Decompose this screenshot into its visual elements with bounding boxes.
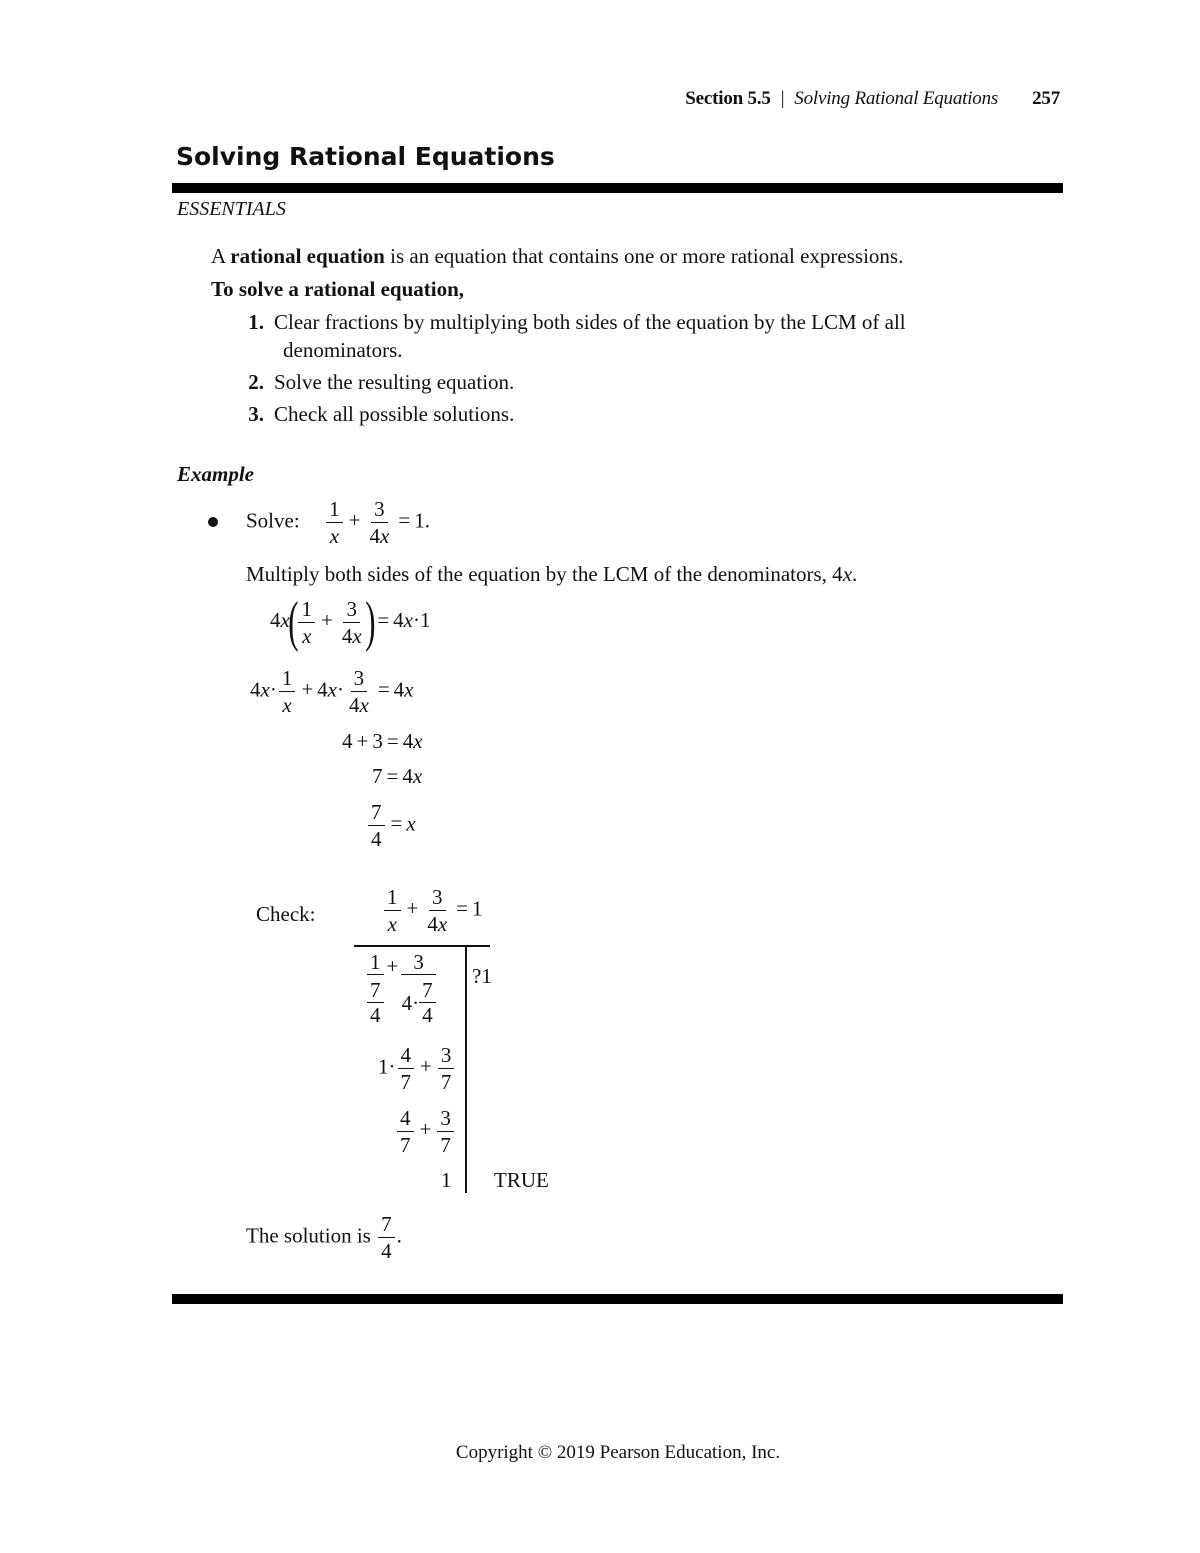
check-vertical-rule [465, 947, 467, 1193]
step-number: 2. [248, 370, 264, 394]
definition-text [211, 244, 903, 269]
math-step: 4x( $\frac{1}{x}$ + $\frac{3}{4x}$ ) = 4x·1 [270, 591, 431, 653]
check-equation: $\frac{1}{x}$ + $\frac{3}{4x}$ = 1 [382, 885, 483, 936]
step-2 [228, 370, 514, 395]
check-step: $\frac{4}{7}$ + $\frac{3}{7}$ [395, 1106, 456, 1157]
check-comparison: ?1 [472, 964, 492, 988]
multiply-end: . [852, 562, 858, 586]
check-result: 1 [441, 1168, 452, 1192]
solution-statement: The solution is $\frac{7}{4}$ . [246, 1212, 402, 1263]
procedure-heading: To solve a rational equation, [211, 277, 465, 301]
page-number: 257 [1032, 88, 1060, 109]
multiply-var: x [842, 562, 853, 586]
running-header [685, 88, 1060, 110]
check-step: 1· $\frac{4}{7}$ + $\frac{3}{7}$ [378, 1043, 456, 1094]
check-label: Check: [256, 902, 316, 926]
step-3 [228, 402, 514, 427]
definition-article: A [211, 244, 226, 268]
step-text: Check all possible solutions. [274, 402, 515, 426]
solve-equation: Solve: $\frac{1}{x}$ + $\frac{3}{4x}$ = 1. [246, 497, 430, 548]
solution-fraction: $\frac{7}{4}$ [378, 1212, 395, 1263]
fraction: $\frac{3}{4x}$ [369, 497, 390, 548]
solve-label: Solve: [246, 508, 300, 533]
check-substitution: 1 7 4 + 3 4· 7 4 [367, 950, 436, 1027]
definition-term: rational equation [230, 244, 385, 268]
section-title: Solving Rational Equations [794, 88, 999, 109]
step-text: Clear fractions by multiplying both sides of the equation by the LCM of all [274, 310, 906, 334]
essentials-label: ESSENTIALS [177, 198, 286, 220]
step-1-continuation: denominators. [283, 338, 403, 362]
definition-rest: is an equation that contains one or more rational expressions. [390, 244, 904, 268]
header-separator: | [780, 88, 785, 109]
solution-text: The solution is [246, 1223, 371, 1248]
top-rule [172, 183, 1063, 193]
math-step: 4 + 3 = 4x [342, 729, 423, 753]
math-step: 7 = 4x [372, 764, 423, 788]
copyright: Copyright © 2019 Pearson Education, Inc. [455, 1442, 781, 1463]
page-title: Solving Rational Equations [176, 142, 555, 171]
bottom-rule [172, 1294, 1063, 1304]
step-text: Solve the resulting equation. [274, 370, 515, 394]
math-step: $\frac{7}{4}$ = x [366, 800, 416, 851]
math-step: 4x· $\frac{1}{x}$ + 4x· $\frac{3}{4x}$ = 4x [250, 666, 414, 717]
multiply-instruction [246, 562, 857, 587]
example-label: Example [177, 462, 254, 486]
step-1 [228, 310, 906, 335]
step-number: 1. [248, 310, 264, 334]
check-horizontal-rule [354, 945, 490, 947]
fraction: $\frac{1}{x}$ [326, 497, 343, 548]
bullet-icon [208, 517, 218, 527]
true-label: TRUE [494, 1168, 549, 1192]
section-number: Section 5.5 [685, 88, 771, 109]
step-number: 3. [248, 402, 264, 426]
check-placeholder: ? [472, 964, 482, 988]
multiply-text: Multiply both sides of the equation by the LCM of the denominators, 4 [246, 562, 843, 586]
